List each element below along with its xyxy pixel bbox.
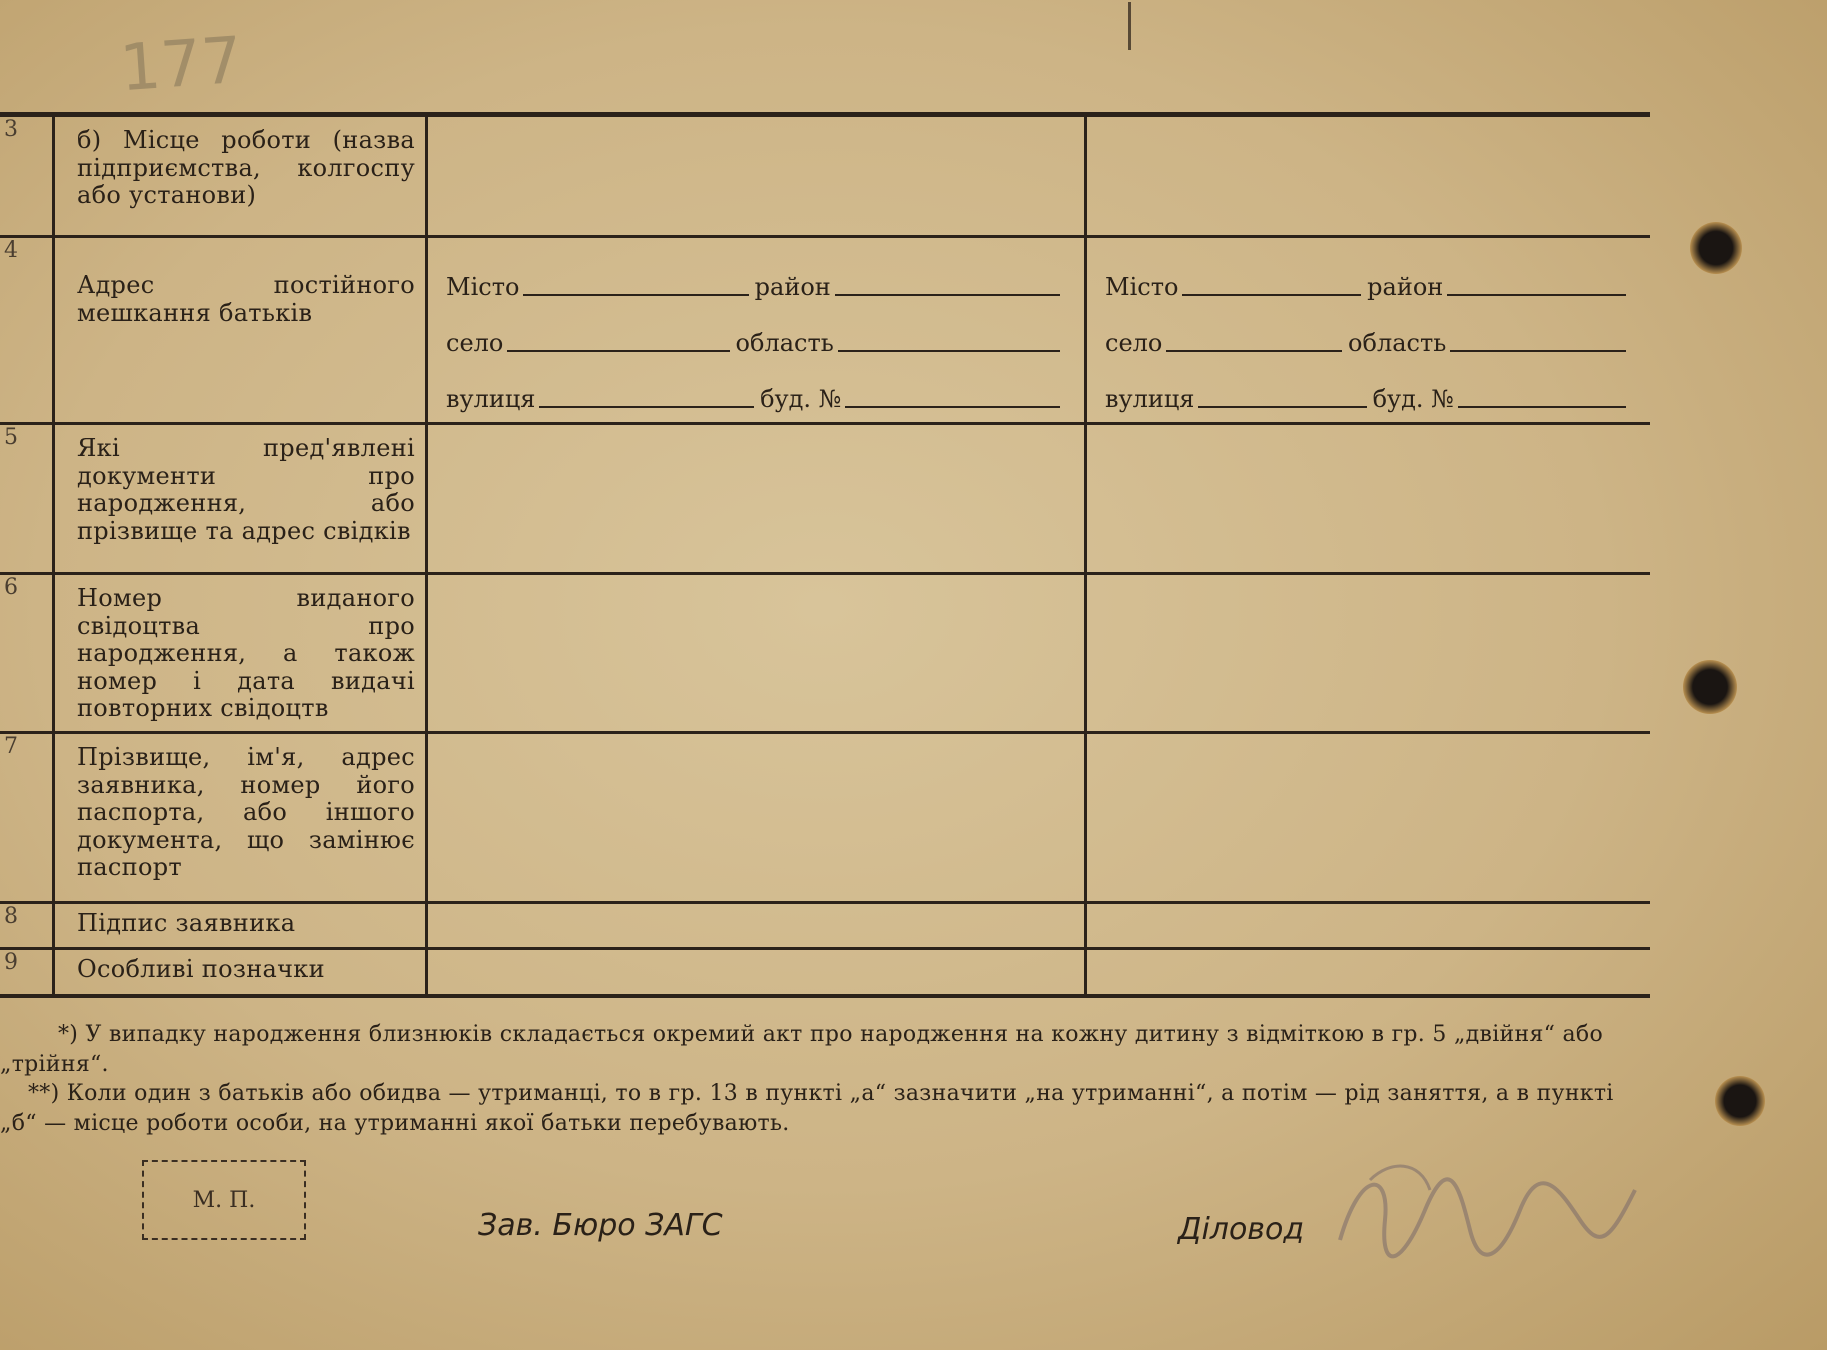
stamp-place: М. П. — [142, 1160, 306, 1240]
father-cell[interactable] — [427, 574, 1086, 733]
father-signature-cell[interactable] — [427, 902, 1086, 948]
row-number: 3 — [0, 115, 54, 237]
street-building-line — [446, 358, 1066, 414]
building-blank[interactable] — [845, 406, 1060, 408]
building-label: буд. № — [760, 385, 842, 414]
punch-hole — [1715, 1076, 1765, 1126]
city-district-line — [1105, 246, 1632, 302]
region-blank[interactable] — [838, 350, 1060, 352]
row-number: 8 — [0, 902, 54, 948]
table-row — [0, 237, 1650, 424]
city-blank[interactable] — [1182, 294, 1361, 296]
region-label: область — [735, 329, 834, 358]
table-row — [0, 902, 1650, 948]
registration-table — [0, 112, 1650, 998]
mother-cell[interactable] — [1086, 574, 1651, 733]
street-blank[interactable] — [539, 406, 754, 408]
district-label: район — [754, 273, 831, 302]
district-label: район — [1367, 273, 1444, 302]
building-label: буд. № — [1372, 385, 1454, 414]
street-label: вулиця — [446, 385, 536, 414]
city-blank[interactable] — [523, 294, 748, 296]
village-region-line — [1105, 302, 1632, 358]
row-label: Підпис заявника — [54, 902, 427, 948]
father-cell[interactable] — [427, 732, 1086, 902]
mother-cell[interactable] — [1086, 732, 1651, 902]
region-label: область — [1348, 329, 1447, 358]
city-label: Місто — [446, 273, 520, 302]
street-building-line — [1105, 358, 1632, 414]
father-cell[interactable] — [427, 424, 1086, 574]
clerk-signature-label: Діловод — [1178, 1212, 1305, 1247]
district-blank[interactable] — [1447, 294, 1626, 296]
street-blank[interactable] — [1198, 406, 1366, 408]
father-notes-cell[interactable] — [427, 948, 1086, 996]
head-signature-label: Зав. Бюро ЗАГС — [478, 1208, 723, 1243]
row-label: Номер виданого свідоцтва про народження, а також номер і дата видачі повторних свідоцтв — [54, 574, 427, 733]
row-label-text: Адрес постійного мешкання батьків — [77, 271, 415, 327]
row-number: 9 — [0, 948, 54, 996]
street-label: вулиця — [1105, 385, 1195, 414]
row-label: Які пред'явлені документи про народження, або прізвище та адрес свідків — [54, 424, 427, 574]
handwritten-page-number: 177 — [117, 23, 245, 107]
table-row — [0, 424, 1650, 574]
district-blank[interactable] — [835, 294, 1060, 296]
pen-mark — [1128, 2, 1131, 50]
father-cell[interactable] — [427, 115, 1086, 237]
punch-hole — [1683, 660, 1737, 714]
row-number: 6 — [0, 574, 54, 733]
mother-notes-cell[interactable] — [1086, 948, 1651, 996]
row-number: 5 — [0, 424, 54, 574]
row-number: 7 — [0, 732, 54, 902]
village-label: село — [446, 329, 504, 358]
mother-address-cell[interactable] — [1086, 237, 1651, 424]
table-row — [0, 732, 1650, 902]
village-region-line — [446, 302, 1066, 358]
building-blank[interactable] — [1458, 406, 1626, 408]
footnotes — [0, 1020, 1650, 1139]
village-blank[interactable] — [1166, 350, 1342, 352]
mother-signature-cell[interactable] — [1086, 902, 1651, 948]
region-blank[interactable] — [1450, 350, 1626, 352]
footnote-dependents: **) Коли один з батьків або обидва — утриманці, то в гр. 13 в пункті „а“ зазначити „на утриманні“, а потім — рід заняття, а в пункті „б“ — місце роботи особи, на утриманні якої батьки перебувають. — [0, 1081, 1614, 1137]
village-label: село — [1105, 329, 1163, 358]
handwritten-signature — [1330, 1150, 1650, 1280]
city-district-line — [446, 246, 1066, 302]
father-address-cell[interactable] — [427, 237, 1086, 424]
footnote-twins: *) У випадку народження близнюків складається окремий акт про народження на кожну дитину з відміткою в гр. 5 „двійня“ або „трійня“. — [0, 1022, 1603, 1077]
row-label: Особливі позначки — [54, 948, 427, 996]
city-label: Місто — [1105, 273, 1179, 302]
row-label: б) Місце роботи (назва підприємства, колгоспу або установи) — [54, 115, 427, 237]
punch-hole — [1690, 222, 1742, 274]
row-label — [54, 237, 427, 424]
row-label: Прізвище, ім'я, адрес заявника, номер його паспорта, або іншого документа, що замінює паспорт — [54, 732, 427, 902]
table-row — [0, 115, 1650, 237]
table-row — [0, 948, 1650, 996]
mother-cell[interactable] — [1086, 115, 1651, 237]
row-number: 4 — [0, 237, 54, 424]
village-blank[interactable] — [507, 350, 729, 352]
mother-cell[interactable] — [1086, 424, 1651, 574]
table-row — [0, 574, 1650, 733]
